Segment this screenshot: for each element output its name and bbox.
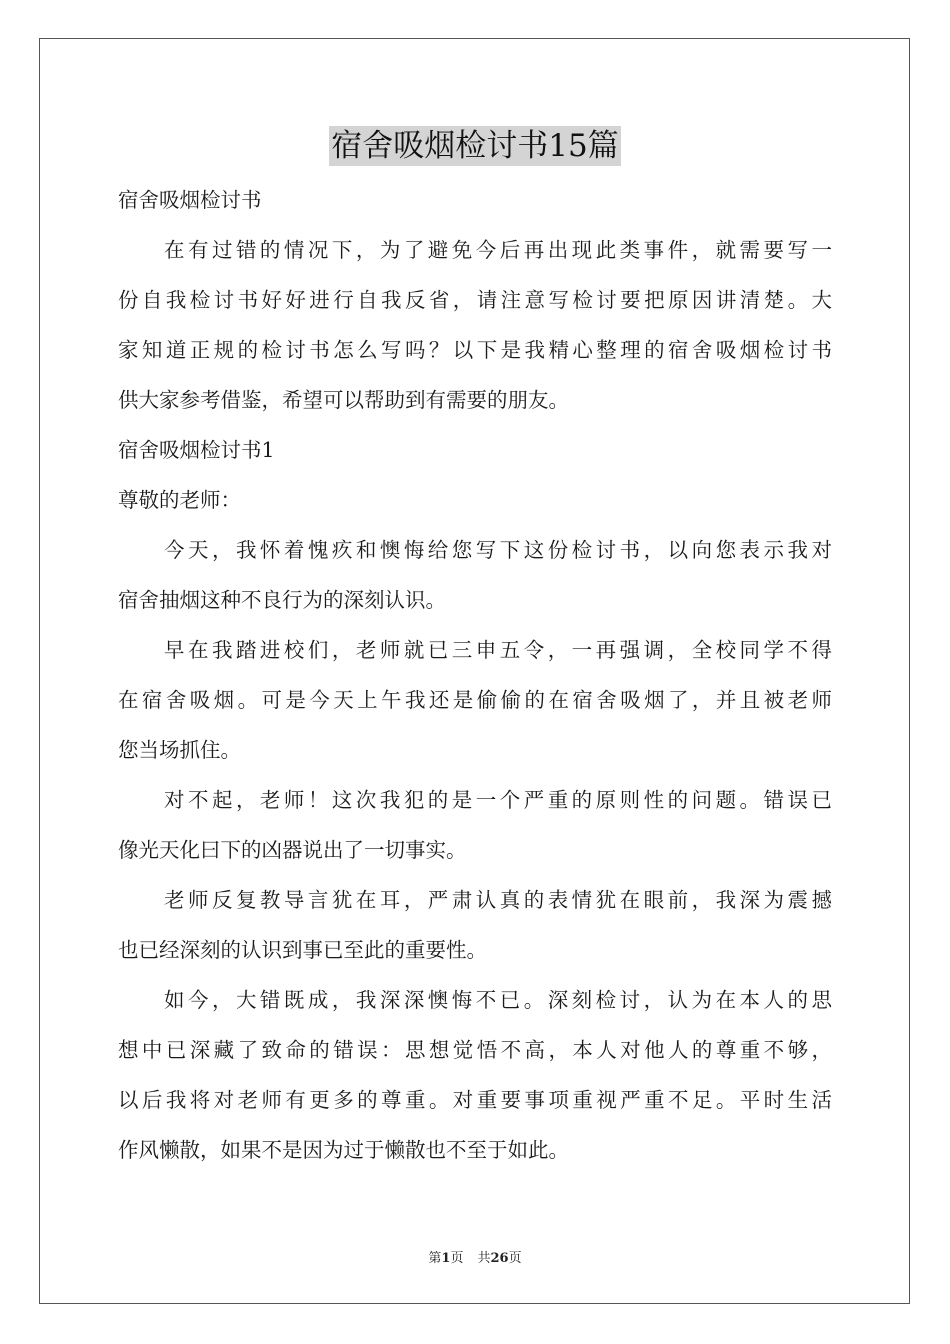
total-suffix: 页 — [508, 1251, 522, 1266]
body-paragraph-4 — [118, 884, 832, 966]
salutation: 尊敬的老师： — [118, 488, 241, 512]
body-paragraph-1 — [118, 534, 832, 616]
paragraph-line: 像光天化曰下的凶器说出了一切事实。 — [118, 838, 467, 862]
body-paragraph-5 — [118, 984, 832, 1166]
paragraph-line: 在宿舍吸烟。可是今天上午我还是偷偷的在宿舍吸烟了，并且被老师 — [118, 688, 832, 712]
document-body — [118, 182, 832, 1184]
paragraph-line: 老师反复教导言犹在耳，严肃认真的表情犹在眼前，我深为震撼 — [164, 888, 832, 912]
total-prefix: 共 — [477, 1251, 491, 1266]
body-paragraph-3 — [118, 784, 832, 866]
page-number: 1 — [441, 1251, 451, 1266]
paragraph-line: 也已经深刻的认识到事已至此的重要性。 — [118, 938, 487, 962]
page-suffix: 页 — [450, 1251, 464, 1266]
paragraph-line: 如今，大错既成，我深深懊悔不已。深刻检讨，认为在本人的思 — [164, 988, 832, 1012]
paragraph-line: 以后我将对老师有更多的尊重。对重要事项重视严重不足。平时生活 — [118, 1088, 832, 1112]
intro-paragraph — [118, 234, 832, 416]
page-footer — [0, 1247, 950, 1266]
title-container — [0, 126, 950, 166]
paragraph-line: 供大家参考借鉴，希望可以帮助到有需要的朋友。 — [118, 388, 569, 412]
paragraph-line: 作风懒散，如果不是因为过于懒散也不至于如此。 — [118, 1138, 569, 1162]
paragraph-line: 宿舍抽烟这种不良行为的深刻认识。 — [118, 588, 446, 612]
paragraph-line: 在有过错的情况下，为了避免今后再出现此类事件，就需要写一 — [164, 238, 832, 262]
paragraph-line: 家知道正规的检讨书怎么写吗？以下是我精心整理的宿舍吸烟检讨书 — [118, 338, 832, 362]
total-pages: 26 — [490, 1251, 509, 1266]
paragraph-line: 想中已深藏了致命的错误：思想觉悟不高，本人对他人的尊重不够， — [118, 1038, 832, 1062]
document-title: 宿舍吸烟检讨书15篇 — [331, 128, 619, 164]
paragraph-line: 早在我踏进校们，老师就已三申五令，一再强调，全校同学不得 — [164, 638, 832, 662]
paragraph-line: 今天，我怀着愧疚和懊悔给您写下这份检讨书，以向您表示我对 — [164, 538, 832, 562]
body-paragraph-2 — [118, 634, 832, 766]
paragraph-line: 对不起，老师！这次我犯的是一个严重的原则性的问题。错误已 — [164, 788, 832, 812]
paragraph-line: 份自我检讨书好好进行自我反省，请注意写检讨要把原因讲清楚。大 — [118, 288, 832, 312]
intro-heading: 宿舍吸烟检讨书 — [118, 188, 262, 212]
section-heading: 宿舍吸烟检讨书1 — [118, 438, 275, 462]
paragraph-line: 您当场抓住。 — [118, 738, 241, 762]
page-prefix: 第 — [428, 1251, 442, 1266]
